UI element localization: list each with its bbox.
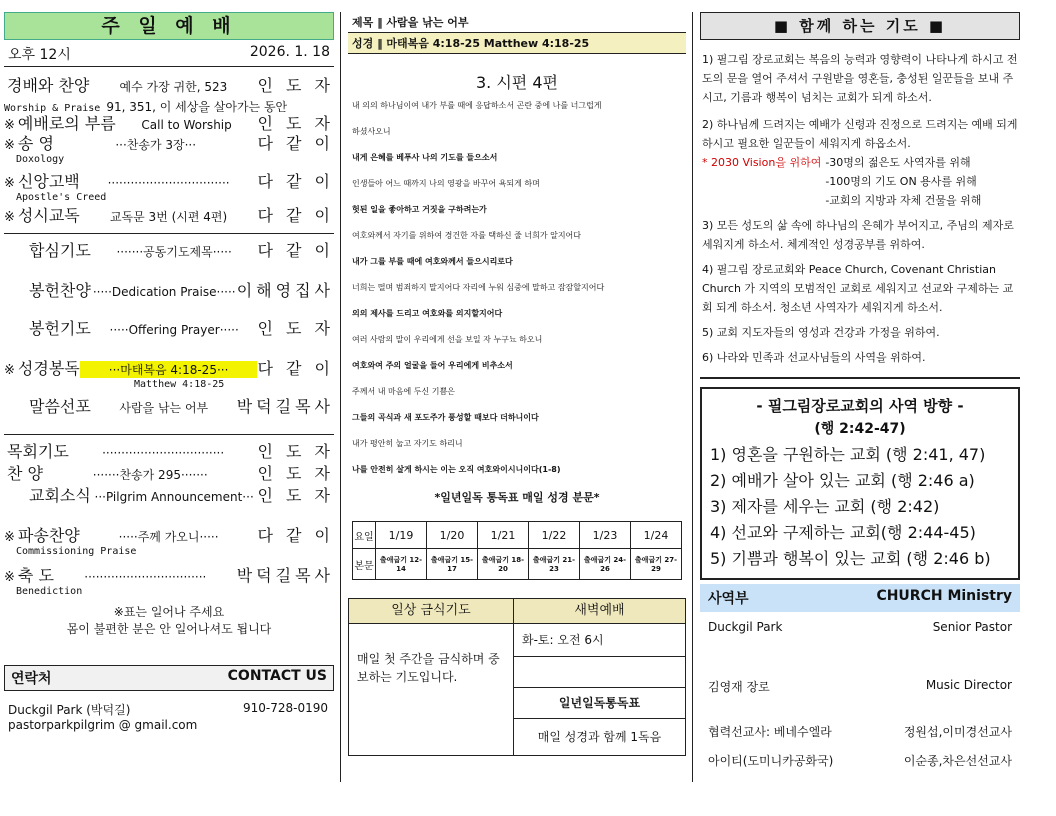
- psalm-line: 하셨사오니: [352, 127, 391, 136]
- item-leader: 다 같 이: [257, 172, 334, 191]
- item-leader: 다 같 이: [257, 241, 334, 260]
- item-leader: 인 도 자: [257, 76, 334, 95]
- sermon-section: [348, 12, 686, 756]
- item-english-label: Doxology: [16, 154, 65, 165]
- reading-title: *일년일독 통독표 매일 성경 분문*: [434, 491, 600, 504]
- staff-row: [700, 723, 1020, 740]
- item-detail: 사람을 낚는 어부: [119, 401, 209, 415]
- item-detail: ································: [107, 176, 230, 190]
- psalm-line: 인생들아 어느 때까지 나의 영광을 바꾸어 욕되게 하며: [352, 179, 540, 188]
- stand-marker: ※: [4, 570, 15, 585]
- vision-block: [702, 153, 1018, 210]
- reading-date: 1/23: [580, 522, 631, 549]
- worship-item: [4, 523, 334, 563]
- mission-item: 3) 제자를 세우는 교회 (행 2:42): [710, 497, 940, 516]
- bible-text: 매일 성경과 함께 1독음: [537, 730, 662, 744]
- psalm-line: 여러 사람의 말이 우리에게 선을 보일 자 누구뇨 하오니: [352, 335, 543, 344]
- stand-marker: ※: [4, 210, 15, 225]
- item-label: 목회기도: [7, 442, 69, 461]
- prayer-item-1: 1) 필그림 장로교회는 복음의 능력과 영향력이 나타나게 하시고 전도의 문을 열어 주셔서 구원받을 영혼들, 충성된 일꾼들을 보내 주시고, 기름과 행복이 넘치는 교회가 되게 하소서.: [702, 53, 1018, 104]
- mission-ref: (행 2:42-47): [814, 421, 906, 437]
- item-label: 성시교독: [17, 206, 80, 225]
- staff-role: 정원섭,이미경선교사: [903, 725, 1012, 739]
- worship-item: [4, 169, 334, 203]
- psalm-title: 3. 시편 4편: [476, 73, 558, 92]
- item-leader: 박덕길목사: [236, 397, 334, 416]
- contact-label-en: CONTACT US: [227, 668, 327, 684]
- staff-row: [700, 620, 1020, 634]
- dawn-title: 새벽예배: [514, 599, 685, 624]
- worship-item: [4, 461, 334, 483]
- reading-text: 출애굽기 21-23: [529, 549, 580, 580]
- staff-row: [700, 678, 1020, 695]
- psalm-line: 헛된 일을 좋아하고 거짓을 구하려는가: [352, 205, 487, 214]
- item-detail: 교독문 3번 (시편 4편): [109, 210, 228, 224]
- contact-header: [4, 665, 334, 691]
- staff-name: 김영재 장로: [708, 680, 770, 694]
- ministry-label-ko: 사역부: [708, 591, 749, 607]
- reading-head-text: 본문: [353, 549, 376, 580]
- ministry-header: [700, 584, 1020, 612]
- item-label: 찬 양: [7, 464, 43, 483]
- reading-text: 출애굽기 24-26: [580, 549, 631, 580]
- stand-marker: ※: [4, 138, 15, 153]
- item-detail: ·····주께 가오니·····: [118, 530, 219, 544]
- worship-item: [4, 394, 334, 434]
- contact-label-ko: 연락처: [11, 671, 52, 687]
- item-label: 축 도: [17, 566, 54, 585]
- prayer-item-4: 4) 필그림 장로교회와 Peace Church, Covenant Christian Church 가 지역의 모범적인 교회로 세워지고 선교와 구제하는 교회 되게 하소서. 청소년 사역자가 세워지게 하소서.: [702, 263, 1014, 314]
- worship-item: [4, 233, 334, 278]
- service-time: 오후 12시: [8, 47, 71, 63]
- item-label: 송 영: [17, 134, 54, 153]
- psalm-line: 내 의의 하나님이여 내가 부를 때에 응답하소서 곤란 중에 나를 너그럽게: [352, 101, 602, 110]
- vision-label: * 2030 Vision을 위하여: [702, 156, 822, 169]
- reading-text: 출애굽기 27-29: [631, 549, 682, 580]
- worship-item: [4, 434, 334, 461]
- worship-item: [4, 316, 334, 356]
- item-leader: 인 도 자: [257, 464, 334, 483]
- scripture-ref: 성경 ‖ 마태복음 4:18-25 Matthew 4:18-25: [348, 32, 686, 54]
- item-english-label: Apostle's Creed: [16, 192, 107, 203]
- item-detail: 예수 가장 귀한, 523: [119, 80, 228, 94]
- contact-phone: 910-728-0190: [242, 701, 328, 715]
- psalm-line: 내게 은혜를 베푸사 나의 기도를 들으소서: [352, 153, 498, 162]
- item-leader: 이해영집사: [236, 281, 334, 300]
- reading-date: 1/19: [376, 522, 427, 549]
- psalm-line: 주께서 내 마음에 두신 기쁨은: [352, 387, 455, 396]
- mission-item: 4) 선교와 구제하는 교회(행 2:44-45): [710, 523, 976, 542]
- item-label: 신앙고백: [17, 172, 80, 191]
- sermon-title: 제목 ‖ 사람을 낚는 어부: [352, 16, 469, 29]
- staff-name: Duckgil Park: [708, 620, 783, 634]
- vision-item: -100명의 기도 ON 용사를 위해: [825, 175, 977, 188]
- item-english-label: Commissioning Praise: [16, 546, 137, 557]
- item-detail: ···마태복음 4:18-25···: [80, 361, 258, 378]
- staff-name: 협력선교사: 베네수엘라: [708, 725, 832, 739]
- staff-role: Music Director: [925, 678, 1012, 692]
- worship-item: [4, 73, 334, 114]
- worship-item: [4, 131, 334, 169]
- reading-table: [352, 521, 682, 580]
- worship-item: [4, 111, 334, 131]
- fast-section: [349, 599, 514, 755]
- psalm-line: 내가 평안히 눕고 자기도 하리니: [352, 439, 463, 448]
- item-subtext: 91, 351, 이 세상을 살아가는 동안: [106, 100, 288, 114]
- item-detail: ·······공동기도제목·····: [116, 245, 232, 259]
- item-leader: 다 같 이: [257, 206, 334, 225]
- item-leader: 다 같 이: [257, 526, 334, 545]
- item-detail: ·····Offering Prayer·····: [109, 323, 239, 337]
- prayer-item-3: 3) 모든 성도의 삶 속에 하나님의 은혜가 부어지고, 주님의 제자로 세워지게 하소서. 체계적인 성경공부를 위하여.: [702, 219, 1014, 251]
- column-divider: [692, 12, 693, 782]
- staff-list: [700, 620, 1020, 769]
- item-label: 봉헌기도: [29, 319, 91, 338]
- psalm-line: 나를 안전히 살게 하시는 이는 오직 여호와이시니이다(1-8): [352, 465, 561, 474]
- item-detail: ································: [102, 446, 225, 460]
- fast-text: 매일 첫 주간을 금식하며 중보하는 기도입니다.: [357, 652, 500, 684]
- ministry-label-en: CHURCH Ministry: [876, 588, 1012, 604]
- worship-list: [4, 73, 334, 599]
- reading-date: 1/20: [427, 522, 478, 549]
- reading-date: 1/21: [478, 522, 529, 549]
- prayer-section: [700, 12, 1020, 769]
- vision-item: -30명의 젊은도 사역자를 위해: [825, 156, 971, 169]
- prayer-item-2: 2) 하나님께 드려지는 예배가 신령과 진정으로 드려지는 예배 되게 하시고 필요한 일꾼들이 세워지게 하옵소서.: [702, 118, 1018, 150]
- reading-text: 출애굽기 12-14: [376, 549, 427, 580]
- item-label: 성경봉독: [17, 359, 80, 378]
- vision-item: -교회의 지방과 자체 건물을 위해: [825, 194, 982, 207]
- item-english-label: Matthew 4:18-25: [134, 379, 225, 390]
- item-english-label: Benediction: [16, 586, 83, 597]
- worship-item: [4, 203, 334, 233]
- worship-title: 주 일 예 배: [4, 12, 334, 40]
- worship-item: [4, 356, 334, 394]
- reading-date: 1/24: [631, 522, 682, 549]
- item-leader: 인 도 자: [257, 486, 334, 505]
- time-date-row: [4, 40, 334, 67]
- item-label: 경배와 찬양: [7, 76, 90, 95]
- stand-marker: ※: [4, 176, 15, 191]
- item-label: 합심기도: [29, 241, 91, 260]
- standing-note: ※표는 일어나 주세요: [113, 605, 225, 619]
- item-detail: ···Pilgrim Announcement···: [94, 490, 254, 504]
- prayer-item-5: 5) 교회 지도자들의 영성과 건강과 가정을 위하여.: [702, 326, 940, 339]
- staff-name: 아이티(도미니카공화국): [708, 754, 834, 768]
- psalm-lines: [348, 93, 686, 483]
- prayer-list: [700, 40, 1020, 367]
- prayer-title: ■ 함께 하는 기도 ■: [700, 12, 1020, 40]
- mission-list: [710, 442, 1010, 572]
- psalm-line: 내가 그를 부를 때에 여호와께서 들으시리로다: [352, 257, 513, 266]
- item-label: 봉헌찬양: [29, 281, 91, 300]
- mission-box: [700, 387, 1020, 580]
- reading-text: 출애굽기 18-20: [478, 549, 529, 580]
- vision-items: [821, 153, 981, 210]
- service-date: 2026. 1. 18: [249, 44, 330, 60]
- reading-date: 1/22: [529, 522, 580, 549]
- item-detail: ···찬송가 3장···: [115, 138, 197, 152]
- bible-title: 일년일독통독표: [514, 688, 685, 719]
- psalm-line: 여호와께서 자기를 위하여 경건한 자를 택하신 줄 너희가 알지어다: [352, 231, 581, 240]
- item-detail: ·······찬송가 295·······: [92, 468, 208, 482]
- stand-marker: ※: [4, 530, 15, 545]
- mission-item: 2) 예배가 살아 있는 교회 (행 2:46 a): [710, 471, 975, 490]
- divider: [700, 377, 1020, 379]
- staff-role: Senior Pastor: [932, 620, 1012, 634]
- order-of-worship: [4, 12, 334, 732]
- worship-item: [4, 278, 334, 316]
- item-leader: 인 도 자: [257, 114, 334, 133]
- blank-row: [514, 657, 685, 688]
- contact-row: [4, 701, 334, 718]
- mission-item: 1) 영혼을 구원하는 교회 (행 2:41, 47): [710, 445, 986, 464]
- psalm-line: 그들의 곡식과 새 포도주가 풍성할 때보다 더하니이다: [352, 413, 539, 422]
- fast-dawn-box: [348, 598, 686, 756]
- staff-row: [700, 752, 1020, 769]
- item-leader: 인 도 자: [257, 442, 334, 461]
- item-label: 예배로의 부름: [17, 114, 116, 133]
- prayer-item-6: 6) 나라와 민족과 선교사님들의 사역을 위하여.: [702, 351, 926, 364]
- item-detail: Call to Worship: [141, 118, 232, 132]
- contact-name: Duckgil Park (박덕길): [8, 703, 131, 717]
- mission-title: - 필그림장로교회의 사역 방향 -: [756, 397, 964, 415]
- item-leader: 다 같 이: [257, 359, 334, 378]
- item-label: 말씀선포: [29, 397, 91, 416]
- worship-item: [4, 563, 334, 599]
- stand-marker: ※: [4, 118, 15, 133]
- psalm-line: 너희는 떨며 범죄하지 말지어다 자리에 누워 심중에 말하고 잠잠할지어다: [352, 283, 605, 292]
- contact-email[interactable]: pastorparkpilgrim @ gmail.com: [8, 718, 198, 732]
- standing-note-2: 몸이 불편한 분은 안 일어나셔도 됩니다: [66, 622, 272, 636]
- item-label: 파송찬양: [17, 526, 80, 545]
- worship-item: [4, 483, 334, 523]
- dawn-section: [514, 599, 685, 755]
- item-leader: 다 같 이: [257, 134, 334, 153]
- fast-title: 일상 금식기도: [349, 599, 513, 624]
- item-label: 교회소식: [29, 486, 91, 505]
- mission-item: 5) 기쁨과 행복이 있는 교회 (행 2:46 b): [710, 549, 991, 568]
- item-leader: 박덕길목사: [236, 566, 334, 585]
- staff-role: 이순종,차은선선교사: [903, 754, 1012, 768]
- stand-marker: ※: [4, 363, 15, 378]
- dawn-time: 화-토: 오전 6시: [514, 624, 685, 657]
- item-english-label: Worship & Praise: [4, 103, 101, 114]
- column-divider: [340, 12, 341, 782]
- item-leader: 인 도 자: [257, 319, 334, 338]
- reading-text: 출애굽기 15-17: [427, 549, 478, 580]
- psalm-line: 여호와여 주의 얼굴을 들어 우리에게 비추소서: [352, 361, 513, 370]
- item-detail: ·····Dedication Praise·····: [92, 285, 236, 299]
- reading-head-day: 요일: [353, 522, 376, 549]
- psalm-line: 의의 제사를 드리고 여호와를 의지할지어다: [352, 309, 503, 318]
- item-detail: ································: [84, 570, 207, 584]
